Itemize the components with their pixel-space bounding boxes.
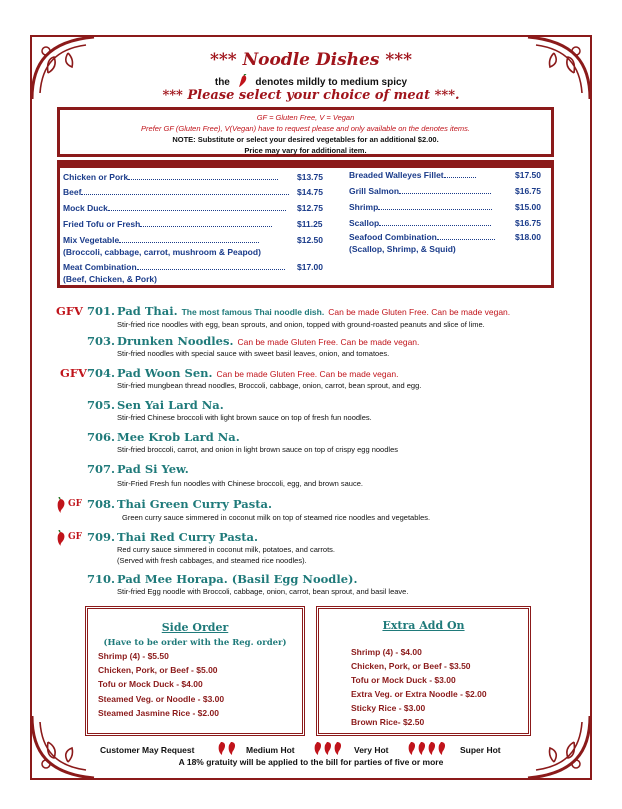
meat-price-label: Mock Duck (63, 203, 286, 213)
dish-number: 703. (87, 334, 116, 348)
side-order-item: Tofu or Mock Duck - $4.00 (98, 679, 203, 689)
dish-option-note: Can be made Gluten Free. Can be made vegan. (328, 307, 511, 317)
dish-prefix: GF (68, 499, 83, 509)
dish-name: Thai Red Curry Pasta. (117, 530, 259, 544)
meat-price-sub: (Scallop, Shrimp, & Squid) (349, 244, 456, 254)
meat-price-label: Fried Tofu or Fresh (63, 219, 272, 229)
extra-add-on-item: Chicken, Pork, or Beef - $3.50 (351, 661, 471, 671)
side-order-item: Chicken, Pork, or Beef - $5.00 (98, 665, 218, 675)
dish-description: Stir-fried broccoli, carrot, and onion in light brown sauce on top of crispy egg noodles (117, 445, 398, 454)
dish-name: Thai Green Curry Pasta. (117, 497, 272, 511)
dish-name: Pad Thai. (117, 304, 178, 318)
side-order-item: Shrimp (4) - $5.50 (98, 651, 169, 661)
gratuity-note: A 18% gratuity will be applied to the bill for parties of five or more (178, 757, 444, 767)
dish-description: Stir-fried Egg noodle with Broccoli, cabbage, onion, carrot, bean sprout, and basil leave. (117, 587, 409, 596)
dish-tagline: The most famous Thai noodle dish. (181, 307, 325, 317)
page-title: *** Noodle Dishes *** (210, 50, 412, 70)
dish-number: 707. (87, 462, 116, 476)
meat-price-value: $16.75 (515, 218, 541, 228)
legend-super-hot: Super Hot (460, 745, 501, 755)
chili-pepper-icon (56, 530, 68, 546)
dish-name: Pad Si Yew. (117, 462, 189, 476)
dish-description-extra: (Served with fresh cabbages, and steamed rice noodles). (117, 556, 307, 565)
dish-number: 701. (87, 304, 116, 318)
extra-add-on-item: Extra Veg. or Extra Noodle - $2.00 (351, 689, 487, 699)
note-line-3: NOTE: Substitute or select your desired vegetables for an additional $2.00. (172, 135, 439, 144)
meat-price-label: Seafood Combination (349, 232, 495, 242)
meat-price-value: $15.00 (515, 202, 541, 212)
dish-option-note: Can be made Gluten Free. Can be made vegan. (237, 337, 420, 347)
legend-very-hot: Very Hot (354, 745, 389, 755)
meat-price-value: $11.25 (297, 219, 323, 229)
meat-price-label: Meat Combination (63, 262, 285, 272)
dish-name-row (117, 304, 510, 318)
chili-pepper-icon (237, 74, 249, 88)
meat-price-value: $16.75 (515, 186, 541, 196)
spicy-note (0, 74, 622, 88)
dish-number: 708. (87, 497, 116, 511)
notes-box (57, 107, 554, 157)
legend-medium-hot: Medium Hot (246, 745, 295, 755)
chili-pepper-icon (218, 741, 238, 755)
dish-description: Stir-fried noodles with special sauce with sweet basil leaves, onion, and tomatoes. (117, 349, 390, 358)
dish-description: Stir-fried rice noodles with egg, bean sprouts, and onion, topped with ground-roasted peanuts and slice of lime. (117, 320, 485, 329)
meat-price-label: Grill Salmon (349, 186, 491, 196)
chili-pepper-icon (314, 741, 346, 755)
meat-price-value: $12.75 (297, 203, 323, 213)
legend-request-label: Customer May Request (100, 745, 195, 755)
meat-price-value: $17.50 (515, 170, 541, 180)
side-order-item: Steamed Veg. or Noodle - $3.00 (98, 694, 225, 704)
dish-name: Pad Woon Sen. (117, 366, 213, 380)
extra-add-on-item: Tofu or Mock Duck - $3.00 (351, 675, 456, 685)
meat-price-value: $13.75 (297, 172, 323, 182)
dish-name-row (117, 334, 419, 348)
dish-number: 706. (87, 430, 116, 444)
meat-price-label: Mix Vegetable (63, 235, 259, 245)
dish-name: Pad Mee Horapa. (Basil Egg Noodle). (117, 572, 358, 586)
meat-price-value: $17.00 (297, 262, 323, 272)
meat-price-sub: (Beef, Chicken, & Pork) (63, 274, 157, 284)
extra-add-on-box (316, 606, 531, 736)
side-order-item: Steamed Jasmine Rice - $2.00 (98, 708, 219, 718)
note-line-2: Prefer GF (Gluten Free), V(Vegan) have to request please and only available on the denotes items. (141, 124, 470, 133)
dish-description: Stir-fried Chinese broccoli with light brown sauce on top of fresh fun noodles. (117, 413, 372, 422)
dish-prefix: GF (68, 532, 83, 542)
spicy-note-post: denotes mildly to medium spicy (255, 77, 408, 88)
note-line-4: Price may vary for additional item. (244, 146, 367, 155)
side-order-box (85, 606, 305, 736)
dish-prefix: GFV (60, 366, 87, 380)
dish-description: Stir-Fried Fresh fun noodles with Chinese broccoli, egg, and brown sauce. (117, 479, 363, 488)
dish-number: 710. (87, 572, 116, 586)
dish-name: Drunken Noodles. (117, 334, 234, 348)
dish-description: Green curry sauce simmered in coconut milk on top of steamed rice noodles and vegetables. (122, 513, 431, 522)
meat-price-label: Scallop (349, 218, 491, 228)
dish-name: Sen Yai Lard Na. (117, 398, 224, 412)
meat-price-label: Chicken or Pork (63, 172, 278, 182)
chili-pepper-icon (56, 497, 68, 513)
meat-price-value: $18.00 (515, 232, 541, 242)
chili-pepper-icon (408, 741, 452, 755)
dish-number: 705. (87, 398, 116, 412)
side-order-title: Side Order (161, 621, 229, 634)
extra-add-on-item: Shrimp (4) - $4.00 (351, 647, 422, 657)
dish-name: Mee Krob Lard Na. (117, 430, 240, 444)
corner-ornament-bottom-right (524, 712, 594, 782)
price-box-top-bar (60, 163, 551, 168)
dish-description: Red curry sauce simmered in coconut milk, potatoes, and carrots. (117, 545, 336, 554)
dish-number: 709. (87, 530, 116, 544)
meat-price-value: $12.50 (297, 235, 323, 245)
choose-meat-heading: *** Please select your choice of meat ***. (162, 88, 460, 103)
extra-add-on-item: Sticky Rice - $3.00 (351, 703, 426, 713)
dish-number: 704. (87, 366, 116, 380)
extra-add-on-item: Brown Rice- $2.50 (351, 717, 425, 727)
meat-price-label: Breaded Walleyes Fillet (349, 170, 476, 180)
extra-add-on-title: Extra Add On (382, 619, 465, 632)
meat-price-label: Shrimp (349, 202, 492, 212)
note-line-1: GF = Gluten Free, V = Vegan (256, 113, 355, 122)
meat-price-label: Beef (63, 187, 289, 197)
meat-price-value: $14.75 (297, 187, 323, 197)
spicy-note-pre: the (214, 77, 230, 88)
dish-option-note: Can be made Gluten Free. Can be made vegan. (216, 369, 399, 379)
side-order-subtitle: (Have to be order with the Reg. order) (103, 638, 287, 648)
meat-price-sub: (Broccoli, cabbage, carrot, mushroom & Peapod) (63, 247, 261, 257)
dish-name-row (117, 366, 398, 380)
dish-prefix: GFV (56, 304, 83, 318)
dish-description: Stir-fried mungbean thread noodles, Broccoli, cabbage, onion, carrot, bean sprout, and egg. (117, 381, 422, 390)
